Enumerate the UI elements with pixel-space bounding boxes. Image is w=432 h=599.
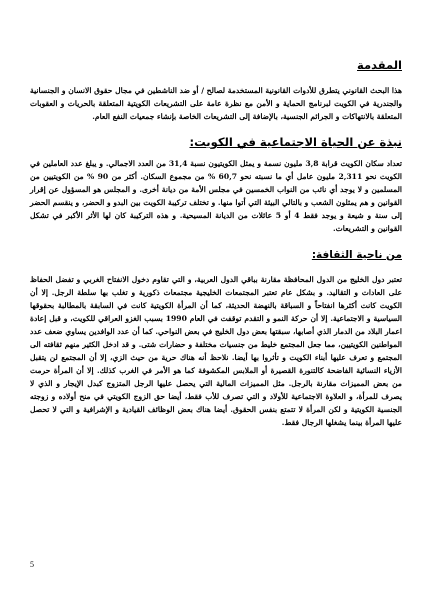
paragraph-culture: تعتبر دول الخليج من الدول المحافظة مقارنة بباقي الدول العربية، و التي تقاوم دخول الانفتاح الغربي و تفضل الحفاظ على العادات و التقاليد. و بشكل عام تعتبر المجتمعات الخليجية مجتمعات ذكورية و تغلب بها سلطة الرجل. إلا أن الكويت كانت أكثرها انفتاحاً و السباقة بالنهضة الحديثة، كما أن المرأة الكويتية كانت في السابقة بالمطالبة بحقوقها السياسية و الاجتماعية. إلا أن حركة النمو و التقدم توقفت في العام 1990 بسبب الغزو العراقي للكويت، و قبل إعادة اعمار البلاد من الدمار الذي أصابها، سبقتها بعض دول الخليج في بعض النواحي. كما أن عدد الوافدين يساوي ضعف عدد المواطنين الكويتيين، مما جعل المجتمع خليط من جنسيات مختلفة و حضارات شتى. و قد ادخل الكثير منهم ثقافته الى المجتمع و تعرف عليها أبناء الكويت و تأثروا بها أيضا. نلاحظ أنه هناك حرية من حيث الزي، إلا أن المجتمع لن يتقبل الأزياء النسائية الفاضحة كالتنورة القصيرة أو الملابس المكشوفة كما هو الأمر في الغرب كذلك. إلا أن المرأة حرمت من بعض المميزات مقارنة بالرجل. مثل المميزات المالية التي يحصل عليها الرجل المتزوج كبدل الإيجار و الذي لا يصرف للمرأة، و العلاوة الاجتماعية للأولاد و التي تصرف للأب فقط، أيضا حق الزوج الكويتي في منح أولاده و زوجته الجنسية الكويتية و لكن المرأة لا تتمتع بنفس الحقوق. أيضا هناك بعض الوظائف القيادية و الإشرافية و التي لا تحصل عليها المرأة بينما يشغلها الرجال فقط. bbox=[30, 275, 402, 427]
section-heading-introduction: المقدمة bbox=[357, 58, 402, 72]
paragraph-introduction: هذا البحث القانوني يتطرق للأدوات القانونية المستخدمة لصالح / أو ضد الناشطين في مجال حقوق الانسان و الجنسانية والجندرية في الكويت لبرنامج الحماية و الأمن مع نظرة عامة على التشريعات الكويتية المتعلقة بالحريات و العقوبات المتعلقة بالانتهاكات و الجرائم الجنسية، بالإضافة إلى التشريعات الخاصة بإنشاء جمعيات النفع العام. bbox=[30, 86, 402, 121]
section-heading-culture: من ناحية الثقافة: bbox=[311, 249, 402, 261]
section-heading-social-life: نبذة عن الحياة الاجتماعية في الكويت: bbox=[189, 135, 402, 149]
page-number: 5 bbox=[30, 560, 34, 569]
paragraph-social-life: تعداد سكان الكويت قرابة 3,8 مليون نسمة و يمثل الكويتيون نسبة 31,4 من العدد الاجمالي. و يبلغ عدد العاملين في الكويت نحو 2,311 مليون عامل أي ما نسبته نحو 60,7 % من مجموع السكان. أكثر من 90 % من الكويتيين من المسلمين و لا يوجد أي نائب من النواب الخمسين في مجلس الأمة من ديانة أخرى. و المجلس هو المسؤول عن إقرار القوانين و هم يمثلون الشعب و بالتالي البيئة التي أتوا منها. و تختلف تركيبة الكويت بين البدو و الحضر، و ينقسم الحضر إلى سنة و شيعة و يوجد فقط 4 أو 5 عائلات من الديانة المسيحية. و هذه التركيبة كان لها الأثر الأكبر في تشكل القوانين و التشريعات. bbox=[30, 159, 403, 233]
document-page bbox=[30, 40, 402, 429]
